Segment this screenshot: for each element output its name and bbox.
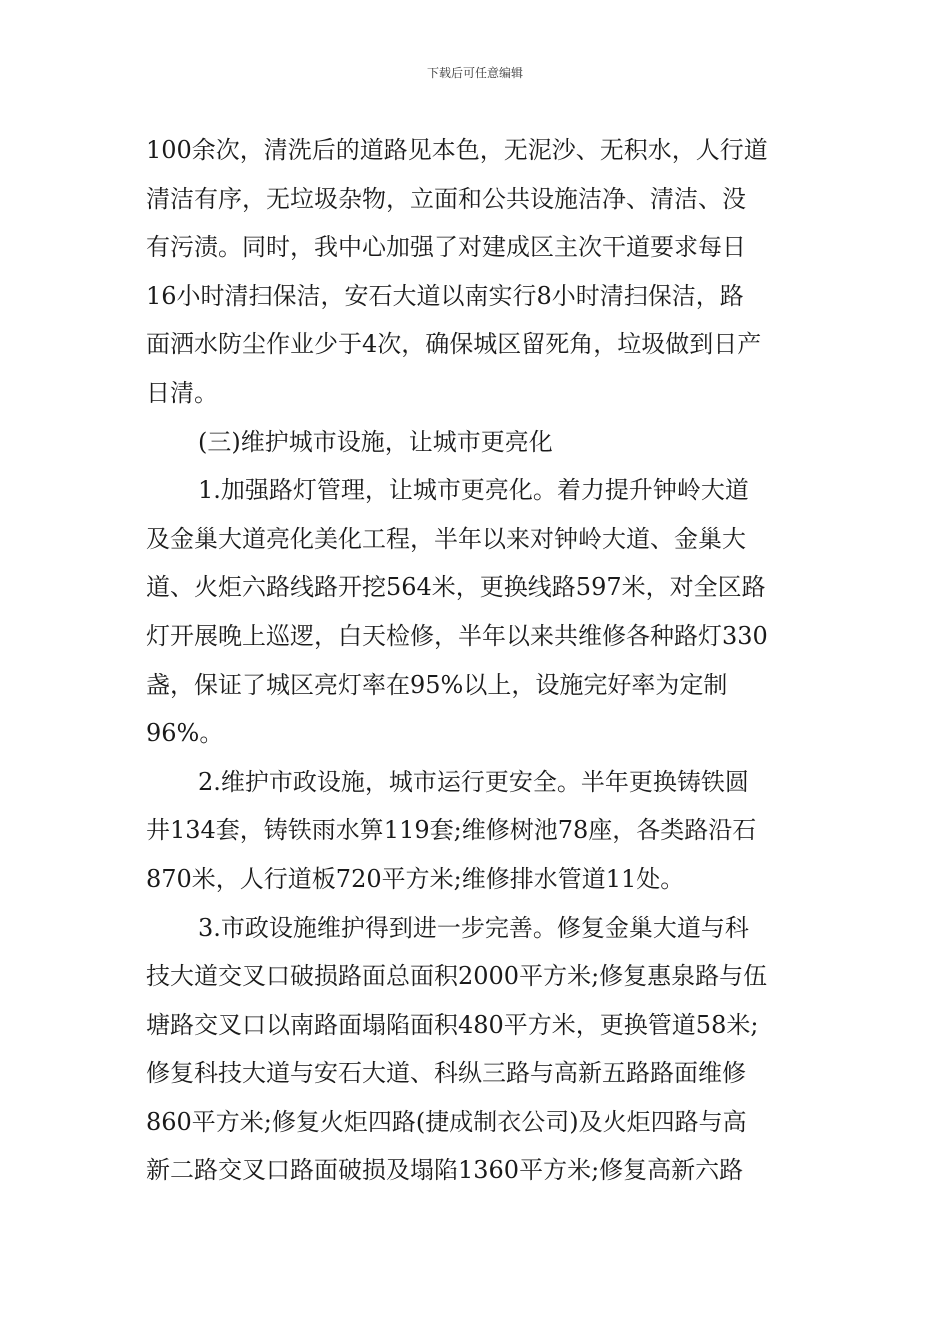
text-line: 2.维护市政设施，城市运行更安全。半年更换铸铁圆 — [198, 767, 749, 796]
text-line: 井134套，铸铁雨水箅119套;维修树池78座，各类路沿石 — [146, 816, 757, 845]
text-line: 盏，保证了城区亮灯率在95%以上，设施完好率为定制 — [146, 670, 728, 699]
text-line: 有污渍。同时，我中心加强了对建成区主次干道要求每日 — [146, 233, 746, 262]
text-line: 1.加强路灯管理，让城市更亮化。着力提升钟岭大道 — [198, 476, 749, 505]
text-line: 新二路交叉口路面破损及塌陷1360平方米;修复高新六路 — [146, 1156, 744, 1185]
text-line: 面洒水防尘作业少于4次，确保城区留死角，垃圾做到日产 — [146, 330, 762, 359]
text-line: 16小时清扫保洁，安石大道以南实行8小时清扫保洁，路 — [146, 281, 744, 310]
text-line: 100余次，清洗后的道路见本色，无泥沙、无积水，人行道 — [146, 136, 768, 164]
text-line: 860平方米;修复火炬四路(捷成制衣公司)及火炬四路与高 — [146, 1107, 747, 1136]
text-line: 道、火炬六路线路开挖564米，更换线路597米，对全区路 — [146, 573, 766, 602]
text-line: 日清。 — [146, 378, 218, 407]
text-line: 870米，人行道板720平方米;维修排水管道11处。 — [146, 864, 685, 893]
page-header: 下载后可任意编辑 — [426, 66, 523, 80]
text-line: 修复科技大道与安石大道、科纵三路与高新五路路面维修 — [146, 1059, 746, 1088]
section-heading: (三)维护城市设施，让城市更亮化 — [198, 427, 553, 456]
text-line: 技大道交叉口破损路面总面积2000平方米;修复惠泉路与伍 — [146, 962, 768, 991]
text-line: 清洁有序，无垃圾杂物，立面和公共设施洁净、清洁、没 — [146, 184, 746, 213]
text-line: 96%。 — [146, 719, 224, 748]
text-line: 3.市政设施维护得到进一步完善。修复金巢大道与科 — [198, 913, 749, 942]
text-line: 塘路交叉口以南路面塌陷面积480平方米，更换管道58米; — [146, 1010, 759, 1039]
text-line: 灯开展晚上巡逻，白天检修，半年以来共维修各种路灯330 — [146, 621, 768, 650]
document-body — [146, 126, 808, 1195]
text-line: 及金巢大道亮化美化工程，半年以来对钟岭大道、金巢大 — [146, 524, 746, 553]
